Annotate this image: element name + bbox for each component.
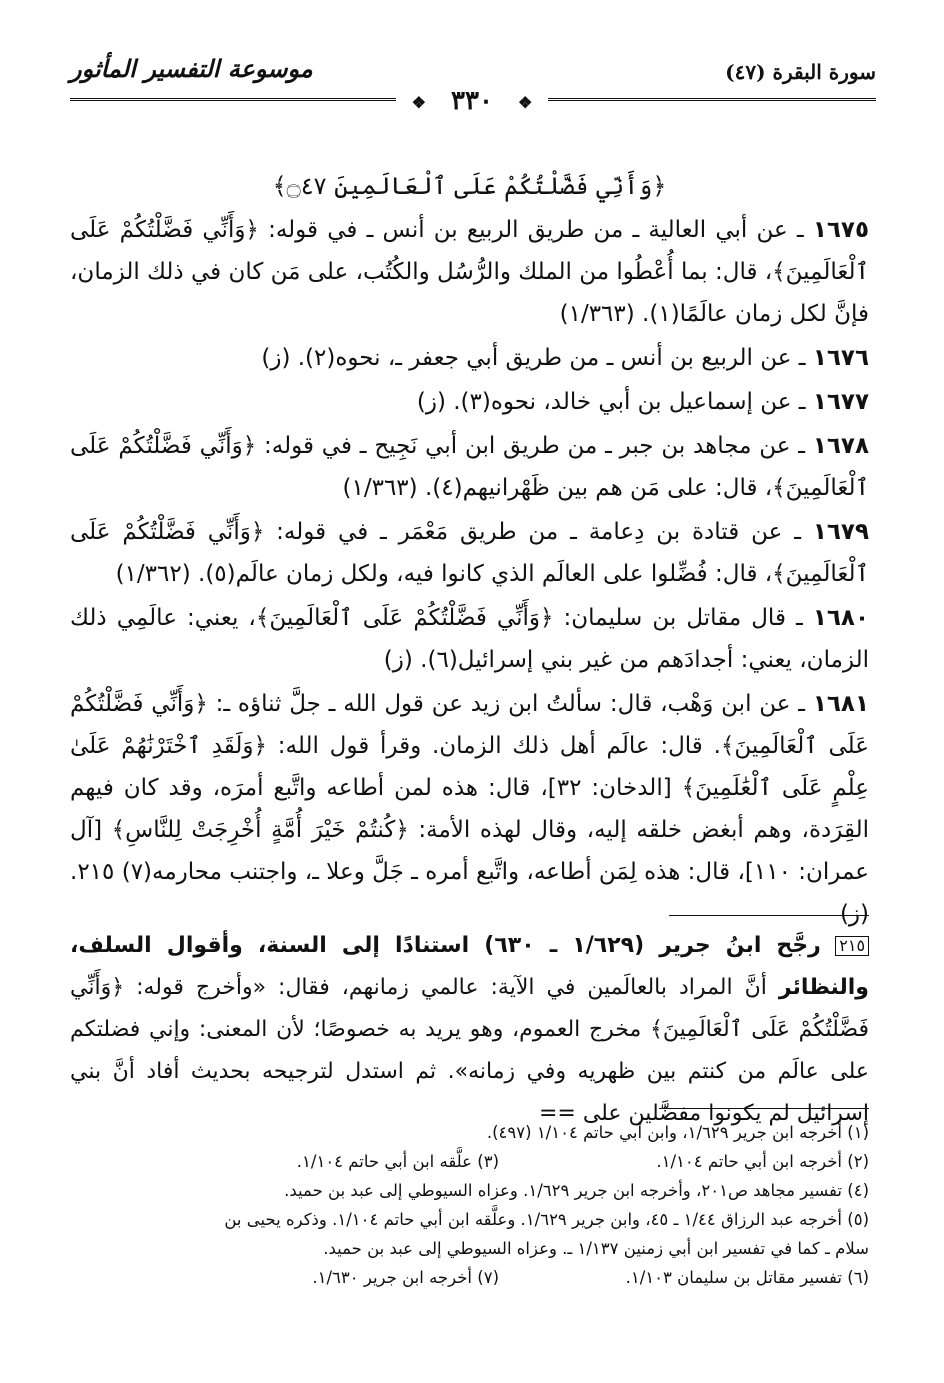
entry: [70, 597, 869, 681]
footnote: سلام ـ كما في تفسير ابن أبي زمنين ١/١٣٧ ـ. وعزاه السيوطي إلى عبد بن حميد.: [323, 1239, 869, 1258]
entry-number: ١٦٨٠: [812, 605, 869, 631]
footnote: (٢) أخرجه ابن أبي حاتم ١/١٠٤.: [656, 1152, 869, 1171]
entry-text: ـ عن قتادة بن دِعامة ـ من طريق مَعْمَر ـ في قوله: ﴿وَأَنِّي فَضَّلْتُكُمْ عَلَى ٱلْعَالَمِينَ﴾، قال: فُضِّلوا على العالَم الذي كانوا فيه، ولكل زمان عالَم(٥). (١/٣٦٢): [70, 519, 869, 587]
entry: [70, 209, 869, 335]
footnote-pair: [70, 1263, 869, 1292]
entry-number: ١٦٧٨: [812, 433, 869, 459]
ornament-icon: ❖: [404, 93, 434, 112]
entry-text: ـ عن أبي العالية ـ من طريق الربيع بن أنس ـ في قوله: ﴿وَأَنِّي فَضَّلْتُكُمْ عَلَى ٱلْعَالَمِينَ﴾، قال: بما أُعْطُوا من الملك والرُّسُل والكُتُب، على مَن كان في ذلك الزمان، فإنَّ لكل زمان عالَمًا(١). (١/٣٦٣): [70, 217, 869, 327]
entry: [70, 381, 869, 423]
entry: [70, 337, 869, 379]
note-number-box: ٢١٥: [835, 936, 869, 956]
entry: [70, 683, 869, 935]
footnote: (٧) أخرجه ابن جرير ١/٦٣٠.: [312, 1268, 499, 1287]
footnote: (٥) أخرجه عبد الرزاق ١/٤٤ ـ ٤٥، وابن جرير ١/٦٢٩. وعلَّقه ابن أبي حاتم ١/١٠٤. وذكره يحيى بن: [224, 1210, 869, 1229]
footnote: (٦) تفسير مقاتل بن سليمان ١/١٠٣.: [625, 1268, 869, 1287]
entry-number: ١٦٧٦: [812, 345, 869, 371]
entry-text: ـ قال مقاتل بن سليمان: ﴿وَأَنِّي فَضَّلْتُكُمْ عَلَى ٱلْعَالَمِينَ﴾، يعني: عالَمِي ذلك الزمان، يعني: أجدادَهم من غير بني إسرائيل(٦). (ز): [70, 605, 869, 673]
editor-note: [70, 925, 869, 1135]
entry: [70, 425, 869, 509]
entry-text: ـ عن إسماعيل بن أبي خالد، نحوه(٣). (ز): [416, 389, 813, 415]
entry-number: ١٦٧٩: [812, 519, 869, 545]
footnote: (٤) تفسير مجاهد ص٢٠١، وأخرجه ابن جرير ١/٦٢٩. وعزاه السيوطي إلى عبد بن حميد.: [284, 1181, 869, 1200]
entry-number: ١٦٨١: [812, 691, 869, 717]
book-title: موسوعة التفسير المأثور: [70, 54, 313, 83]
entry-text: ـ عن مجاهد بن جبر ـ من طريق ابن أبي نَجِيح ـ في قوله: ﴿وَأَنِّي فَضَّلْتُكُمْ عَلَى ٱلْعَالَمِينَ﴾، قال: على مَن هم بين ظَهْرانيهم(٤). (١/٣٦٣): [70, 433, 869, 501]
verse-heading: ﴿وَأَنِّي فَضَّلْتُكُمْ عَلَى ٱلْعَالَمِينَ ۝٤٧﴾: [272, 172, 667, 200]
note-lead: رجَّح ابنُ جرير (١/٦٢٩ ـ ٦٣٠) استنادًا إلى السنة، وأقوال السلف، والنظائر: [70, 933, 869, 1000]
page-number: ٣٣٠: [443, 86, 501, 116]
sura-title: سورة البقرة (٤٧): [725, 60, 876, 84]
page-number-line: [0, 86, 944, 116]
note-text: أنَّ المراد بالعالَمين في الآية: عالمي زمانهم، فقال: «وأخرج قوله: ﴿وَأَنِّي فَضَّلْتُكُمْ عَلَى ٱلْعَالَمِينَ﴾ مخرج العموم، وهو يريد به خصوصًا؛ لأن المعنى: وإني فضلتكم على عالَم من كنتم بين ظهريه وفي زمانه». ثم استدل لترجيحه بحديث أفاد أنَّ بني إسرائيل لم يكونوا مفضَّلين على ==: [70, 975, 869, 1126]
footnote: (٣) علَّقه ابن أبي حاتم ١/١٠٤.: [296, 1152, 499, 1171]
entry: [70, 511, 869, 595]
footnotes: [70, 1118, 869, 1292]
note-separator: [669, 915, 869, 916]
ornament-icon: ❖: [510, 93, 540, 112]
entry-text: ـ عن الربيع بن أنس ـ من طريق أبي جعفر ـ، نحوه(٢). (ز): [261, 345, 813, 371]
main-text: [70, 165, 869, 937]
footnote: (١) أخرجه ابن جرير ١/٦٢٩، وابن أبي حاتم ١/١٠٤ (٤٩٧).: [486, 1123, 869, 1142]
footnote-pair: [70, 1147, 869, 1176]
entry-number: ١٦٧٧: [812, 389, 869, 415]
footnote-separator: [659, 1108, 869, 1109]
entry-number: ١٦٧٥: [812, 217, 869, 243]
entry-text: ـ عن ابن وَهْب، قال: سألتُ ابن زيد عن قول الله ـ جلَّ ثناؤه ـ: ﴿وَأَنِّي فَضَّلْتُكُمْ عَلَى ٱلْعَالَمِينَ﴾. قال: عالَم أهل ذلك الزمان. وقرأ قول الله: ﴿وَلَقَدِ ٱخْتَرْنَٰهُمْ عَلَىٰ عِلْمٍ عَلَى ٱلْعَٰلَمِينَ﴾ [الدخان: ٣٢]، قال: هذه لمن أطاعه واتَّبع أمرَه، وقد كان فيهم القِرَدة، وهم أبغض خلقه إليه، وقال لهذه الأمة: ﴿كُنتُمْ خَيْرَ أُمَّةٍ أُخْرِجَتْ لِلنَّاسِ﴾ [آل عمران: ١١٠]، قال: هذه لِمَن أطاعه، واتَّبع أمره ـ جَلَّ وعلا ـ، واجتنب محارمه(٧) ٢١٥. (ز): [70, 691, 869, 927]
